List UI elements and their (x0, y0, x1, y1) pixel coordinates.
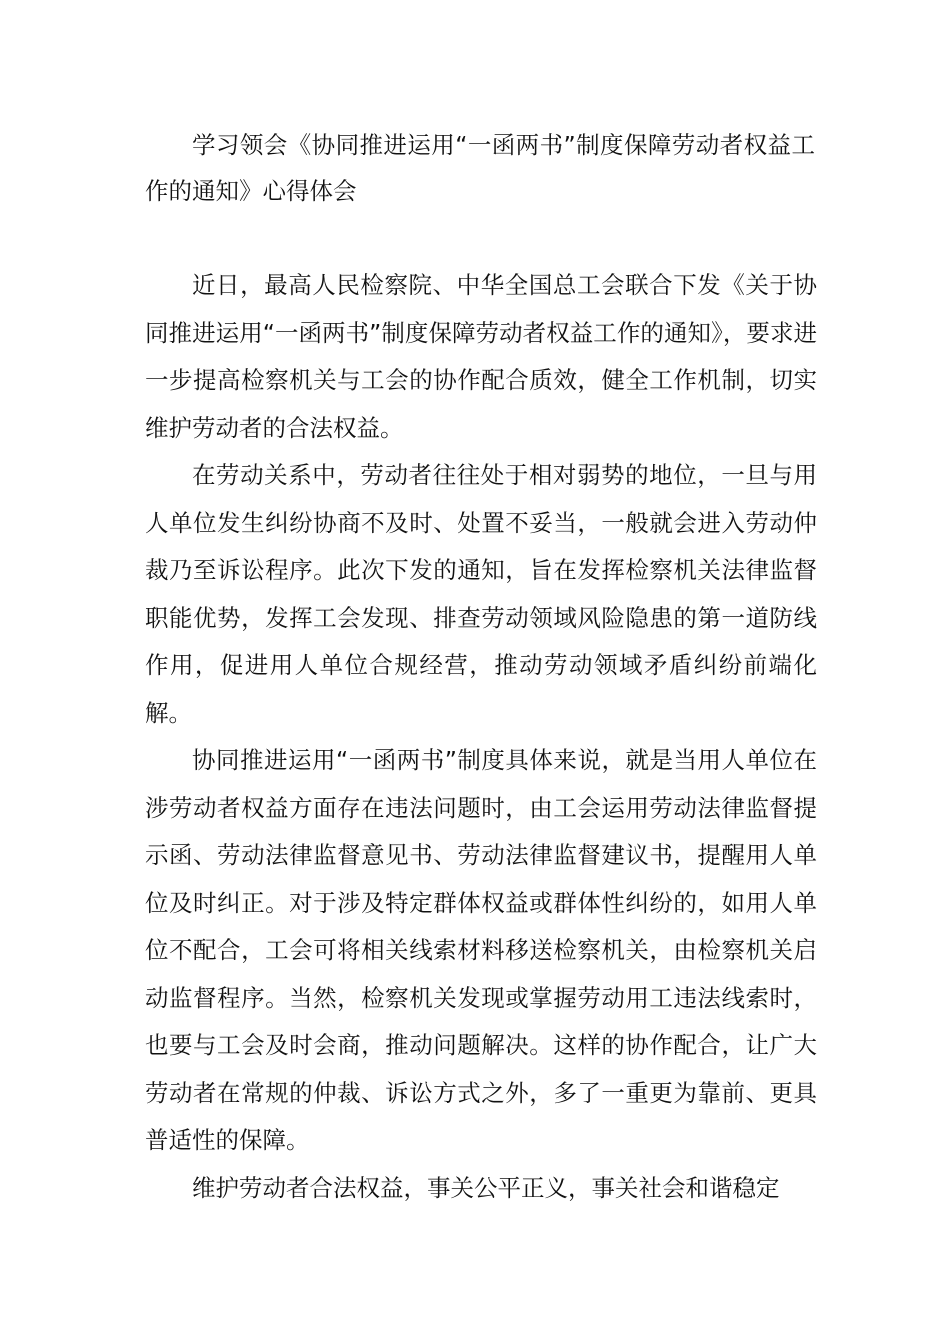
paragraph-2: 在劳动关系中，劳动者往往处于相对弱势的地位，一旦与用人单位发生纠纷协商不及时、处置不妥当，一般就会进入劳动仲裁乃至诉讼程序。此次下发的通知，旨在发挥检察机关法律监督职能优势，发挥工会发现、排查劳动领域风险隐患的第一道防线作用，促进用人单位合规经营，推动劳动领域矛盾纠纷前端化解。 (145, 461, 817, 727)
paragraph-4: 维护劳动者合法权益，事关公平正义，事关社会和谐稳定 (192, 1173, 780, 1202)
document-body (145, 262, 817, 1212)
paragraph-1: 近日，最高人民检察院、中华全国总工会联合下发《关于协同推进运用“一函两书”制度保障劳动者权益工作的通知》，要求进一步提高检察机关与工会的协作配合质效，健全工作机制，切实维护劳动者的合法权益。 (145, 271, 817, 442)
paragraph-3: 协同推进运用“一函两书”制度具体来说，就是当用人单位在涉劳动者权益方面存在违法问题时，由工会运用劳动法律监督提示函、劳动法律监督意见书、劳动法律监督建议书，提醒用人单位及时纠正。对于涉及特定群体权益或群体性纠纷的，如用人单位不配合，工会可将相关线索材料移送检察机关，由检察机关启动监督程序。当然，检察机关发现或掌握劳动用工违法线索时，也要与工会及时会商，推动问题解决。这样的协作配合，让广大劳动者在常规的仲裁、诉讼方式之外，多了一重更为靠前、更具普适性的保障。 (145, 746, 817, 1154)
document-title: 学习领会《协同推进运用“一函两书”制度保障劳动者权益工作的通知》心得体会 (145, 131, 815, 205)
